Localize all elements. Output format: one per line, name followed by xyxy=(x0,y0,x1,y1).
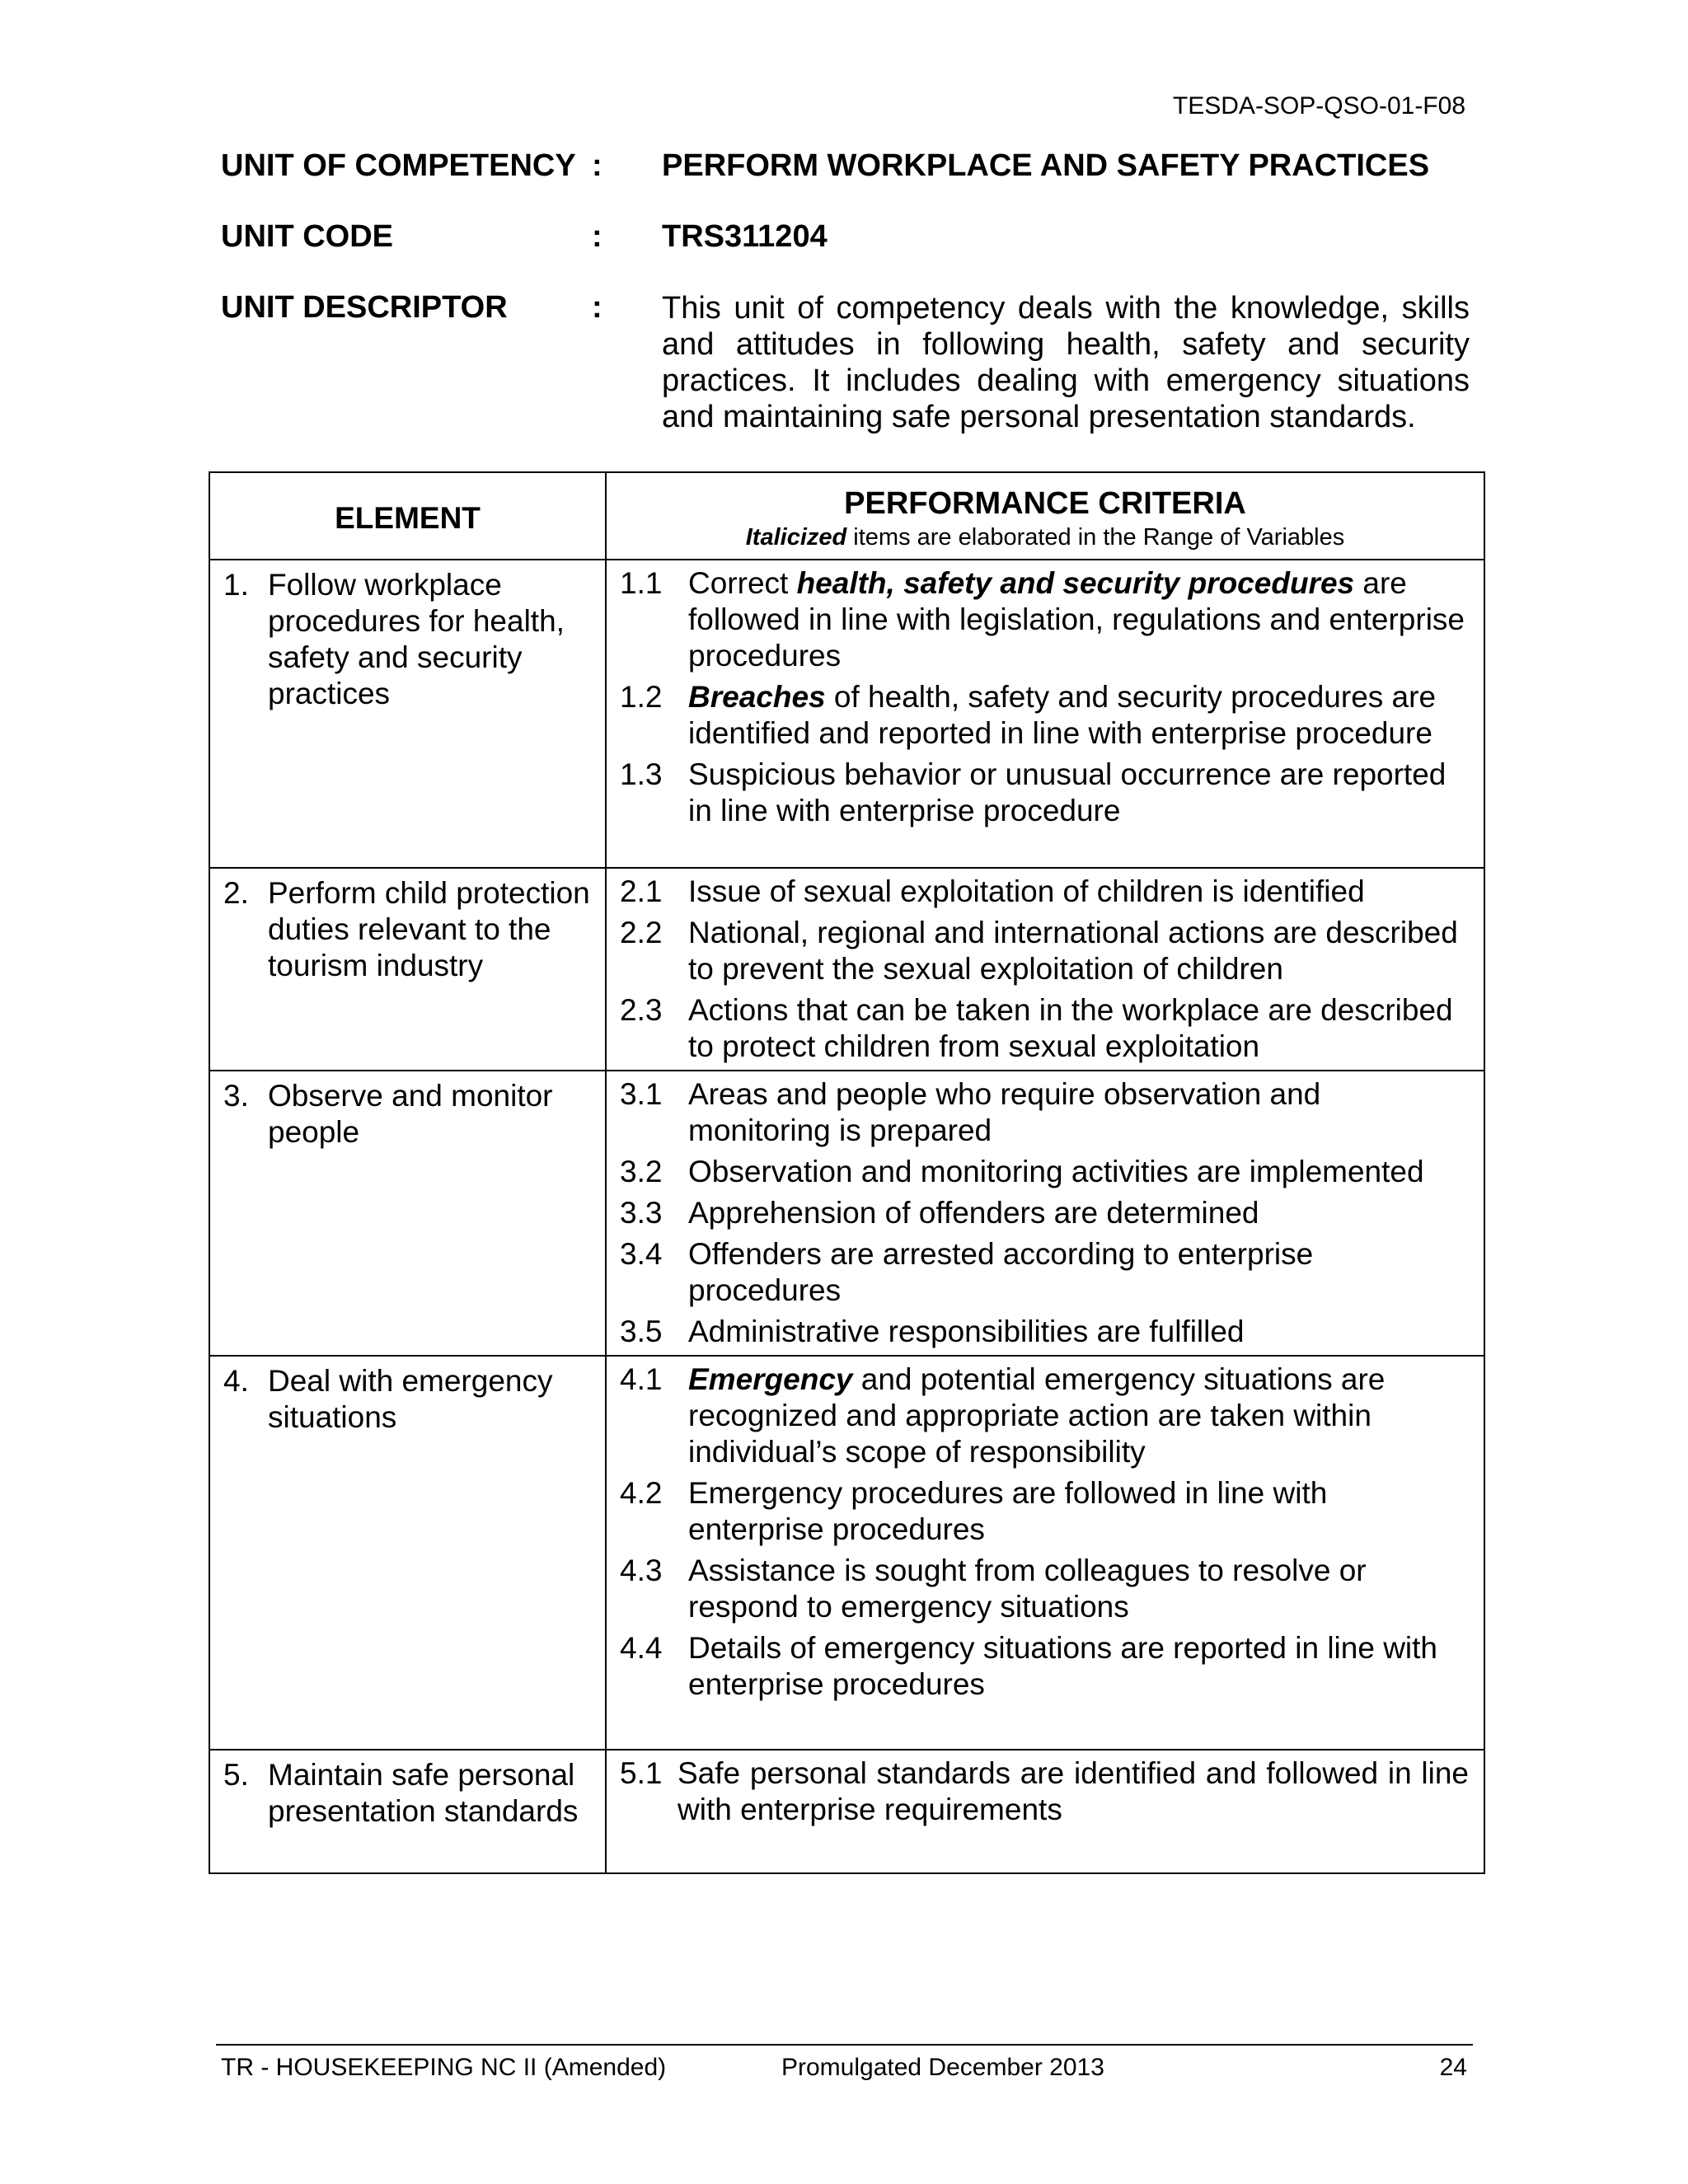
criterion-number: 3.3 xyxy=(620,1196,663,1230)
table-row xyxy=(209,868,1484,1071)
criterion xyxy=(620,1553,1469,1625)
criteria-cell xyxy=(606,868,1484,1071)
colon: : xyxy=(592,148,603,183)
criterion-number: 5.1 xyxy=(620,1756,663,1790)
document-code: TESDA-SOP-QSO-01-F08 xyxy=(1172,92,1465,120)
criterion-number: 1.2 xyxy=(620,680,663,714)
criterion-text: Correct xyxy=(688,566,797,600)
criterion-number: 2.3 xyxy=(620,993,663,1027)
table-row xyxy=(209,1071,1484,1356)
criterion-text: are followed in line with legislation, regulations and enterprise procedures xyxy=(688,566,1465,673)
table-header-row xyxy=(209,472,1484,560)
footer-divider xyxy=(216,2044,1473,2046)
note-text: items are elaborated in the Range of Variables xyxy=(846,524,1345,551)
criterion-number: 3.1 xyxy=(620,1077,663,1111)
criterion-number: 3.5 xyxy=(620,1315,663,1348)
element-number: 5. xyxy=(223,1758,249,1792)
criterion-text: Assistance is sought from colleagues to resolve or respond to emergency situations xyxy=(688,1554,1367,1624)
criterion-text: Issue of sexual exploitation of children is identified xyxy=(688,874,1365,908)
criteria-cell xyxy=(606,560,1484,868)
table-row xyxy=(209,1750,1484,1873)
criterion-text: Actions that can be taken in the workplace are described to protect children from sexual exploitation xyxy=(688,993,1453,1063)
unit-of-competency-label: UNIT OF COMPETENCY xyxy=(221,148,576,183)
criterion-number: 4.4 xyxy=(620,1631,663,1665)
criterion xyxy=(620,992,1469,1065)
element-text: Observe and monitor people xyxy=(268,1079,553,1149)
footer-title: TR - HOUSEKEEPING NC II (Amended) xyxy=(221,2054,667,2081)
criterion-text: Observation and monitoring activities are implemented xyxy=(688,1155,1424,1188)
criterion-number: 4.1 xyxy=(620,1362,663,1396)
footer-promulgated: Promulgated December 2013 xyxy=(781,2054,1104,2081)
criterion xyxy=(620,565,1469,674)
criterion xyxy=(620,1236,1469,1309)
criterion-text: Areas and people who require observation and monitoring is prepared xyxy=(688,1077,1321,1147)
criterion xyxy=(620,1195,1469,1231)
page-number: 24 xyxy=(1439,2054,1467,2081)
criterion-number: 1.3 xyxy=(620,757,663,791)
criterion xyxy=(620,1154,1469,1190)
element-cell xyxy=(209,868,606,1071)
criterion-text: Offenders are arrested according to enterprise procedures xyxy=(688,1237,1314,1307)
unit-descriptor-label: UNIT DESCRIPTOR xyxy=(221,290,508,325)
performance-criteria-note xyxy=(615,523,1475,552)
element-cell xyxy=(209,1750,606,1873)
unit-code-row xyxy=(221,219,1470,255)
criterion xyxy=(620,1630,1469,1703)
criterion-number: 3.4 xyxy=(620,1237,663,1271)
element-number: 2. xyxy=(223,876,249,910)
criterion-text: Suspicious behavior or unusual occurrence are reported in line with enterprise procedure xyxy=(688,757,1447,827)
criterion-emphasis: Emergency xyxy=(688,1362,853,1396)
criterion xyxy=(620,1076,1469,1149)
element-column-header: ELEMENT xyxy=(209,472,606,560)
criterion-number: 1.1 xyxy=(620,566,663,600)
criterion-text: Safe personal standards are identified and followed in line with enterprise requirements xyxy=(678,1756,1469,1826)
criterion-number: 4.3 xyxy=(620,1554,663,1587)
element-cell xyxy=(209,1356,606,1750)
performance-criteria-title: PERFORMANCE CRITERIA xyxy=(844,486,1246,521)
competency-table xyxy=(209,471,1485,1874)
criterion-text: Details of emergency situations are reported in line with enterprise procedures xyxy=(688,1631,1438,1701)
table-row xyxy=(209,560,1484,868)
criterion-number: 3.2 xyxy=(620,1155,663,1188)
criterion-text: Administrative responsibilities are fulfilled xyxy=(688,1315,1245,1348)
unit-of-competency-value: PERFORM WORKPLACE AND SAFETY PRACTICES xyxy=(662,148,1430,183)
performance-criteria-column-header xyxy=(606,472,1484,560)
unit-of-competency-row xyxy=(221,148,1470,184)
criterion-text: and potential emergency situations are recognized and appropriate action are taken within individual’s scope of responsibility xyxy=(688,1362,1386,1469)
criterion-emphasis: health, safety and security procedures xyxy=(796,566,1355,600)
table-row xyxy=(209,1356,1484,1750)
criterion xyxy=(620,679,1469,752)
criterion-text: National, regional and international actions are described to prevent the sexual exploitation of children xyxy=(688,916,1458,986)
unit-code-value: TRS311204 xyxy=(662,219,828,254)
element-number: 1. xyxy=(223,568,249,602)
criterion xyxy=(620,1755,1469,1828)
criterion-number: 2.1 xyxy=(620,874,663,908)
criterion-emphasis: Breaches xyxy=(688,680,826,714)
criterion xyxy=(620,915,1469,987)
unit-code-label: UNIT CODE xyxy=(221,219,393,254)
unit-descriptor-row xyxy=(221,290,1470,435)
element-cell xyxy=(209,1071,606,1356)
element-cell xyxy=(209,560,606,868)
element-number: 4. xyxy=(223,1364,249,1398)
element-text: Maintain safe personal presentation standards xyxy=(268,1758,579,1828)
element-text: Perform child protection duties relevant to the tourism industry xyxy=(268,876,590,982)
unit-descriptor-value: This unit of competency deals with the knowledge, skills and attitudes in following health, safety and security practices. It includes dealing with emergency situations and maintaining safe personal presentation standards. xyxy=(662,291,1470,434)
criterion xyxy=(620,1361,1469,1470)
element-number: 3. xyxy=(223,1079,249,1113)
criteria-cell xyxy=(606,1750,1484,1873)
element-text: Follow workplace procedures for health, safety and security practices xyxy=(268,568,565,710)
criterion xyxy=(620,757,1469,829)
criterion-text: of health, safety and security procedures are identified and reported in line with enterprise procedure xyxy=(688,680,1437,750)
criterion-text: Apprehension of offenders are determined xyxy=(688,1196,1259,1230)
criterion xyxy=(620,1314,1469,1350)
colon: : xyxy=(592,219,603,254)
note-italic-word: Italicized xyxy=(745,524,847,551)
criteria-cell xyxy=(606,1071,1484,1356)
criterion-number: 4.2 xyxy=(620,1476,663,1510)
criterion xyxy=(620,1475,1469,1548)
criterion-number: 2.2 xyxy=(620,916,663,949)
element-text: Deal with emergency situations xyxy=(268,1364,553,1434)
criteria-cell xyxy=(606,1356,1484,1750)
criterion-text: Emergency procedures are followed in line with enterprise procedures xyxy=(688,1476,1328,1546)
colon: : xyxy=(592,290,603,325)
criterion xyxy=(620,874,1469,910)
